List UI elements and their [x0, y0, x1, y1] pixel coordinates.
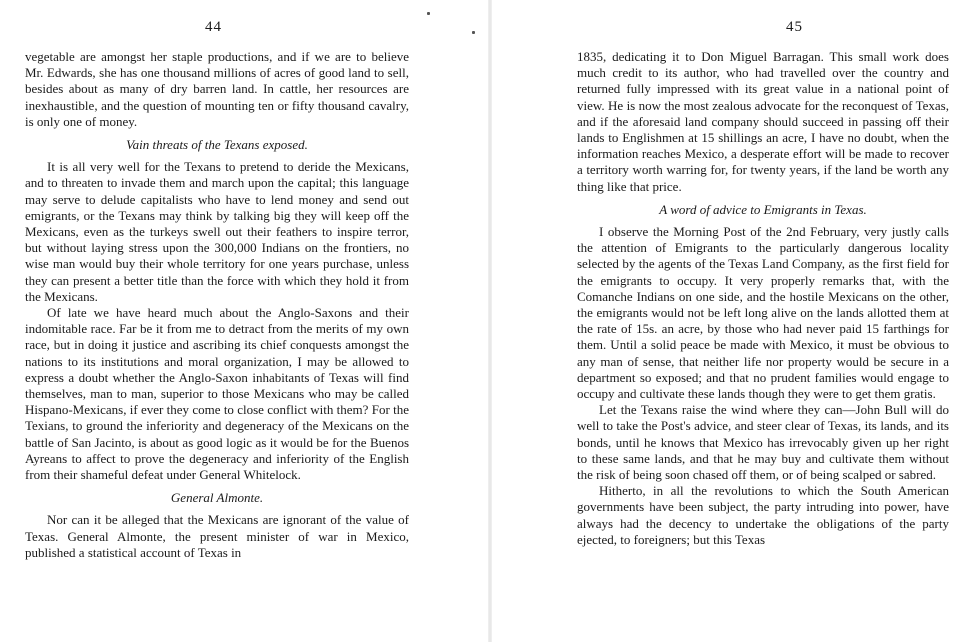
paragraph: Of late we have heard much about the Anglo-Saxons and their indomitable race. Far be it from me to detract from the merits of my own race, but in doing it justice and ascribing its chief conquests amongst the nations to its institutions and moral organization, I may be allowed to express a doubt whether the Anglo-Saxon inhabitants of Texas will find themselves, man to man, superior to those Mexicans who may be called Hispano-Mexicans, if ever they come to close conflict with them? For the Texians, to ground the inferiority and degeneracy of the Mexicans on the battle of San Jacinto, is about as good logic as it would be for the Buenos Ayreans to affect to prove the degeneracy and inferiority of the English from their shameful defeat under General Whitelock. — [25, 305, 409, 483]
paragraph: Hitherto, in all the revolutions to which the South American governments have been subject, the party intruding into power, have always had the decency to undertake the obligations of the party ejected, to foreigners; but this Texas — [577, 483, 949, 547]
paragraph: It is all very well for the Texans to pretend to deride the Mexicans, and to threaten to invade them and march upon the capital; this language may serve to delude capitalists who have to lend money and send out emigrants, or the Texans may think by talking big they will keep off the Mexicans, even as the turkeys swell out their feathers to inspire terror, but without laying stress upon the 300,000 Indians on the frontiers, no wise man would buy their whole territory for one years purchase, unless they can present a better title than the force with which they hold it from the Mexicans. — [25, 159, 409, 304]
section-heading: General Almonte. — [170, 490, 264, 506]
page-text — [577, 49, 949, 548]
right-page — [492, 0, 980, 642]
scan-speck — [427, 12, 430, 15]
paragraph: 1835, dedicating it to Don Miguel Barragan. This small work does much credit to its author, who had travelled over the country and returned fully impressed with its great value in a national point of view. He is now the most zealous advocate for the reconquest of Texas, and if the aforesaid land company should succeed in passing off their lands to Englishmen at 15 shillings an acre, I have no doubt, when the information reaches Mexico, a desperate effort will be made to recover a territory worth warring for, for twenty years, if the land be worth any thing like that price. — [577, 49, 949, 194]
section-heading: Vain threats of the Texans exposed. — [126, 137, 308, 153]
paragraph: Let the Texans raise the wind where they can—John Bull will do well to take the Post's advice, and steer clear of Texas, its lands, and its bonds, until he knows that Mexico has irrevocably given up her right to these same lands, and that he may buy and cultivate them without the risk of being soon chased off them, or of being scalped or sabred. — [577, 402, 949, 483]
left-page — [0, 0, 488, 642]
paragraph: I observe the Morning Post of the 2nd February, very justly calls the attention of Emigrants to the particularly dangerous locality selected by the agents of the Texas Land Company, as the first field for the emigrants to occupy. It very properly remarks that, with the Comanche Indians on one side, and the hostile Mexicans on the other, the emigrants would not be left long alive on the lands allotted them at the rate of 15s. an acre, by those who had never paid 15 farthings for them. Until a solid peace be made with Mexico, it must be obvious to any man of sense, that neither life nor property would be secure in a department so exposed; and that no prudent families would engage to occupy and cultivate these lands though they were to get them gratis. — [577, 224, 949, 402]
section-heading: A word of advice to Emigrants in Texas. — [659, 201, 867, 217]
paragraph: vegetable are amongst her staple productions, and if we are to believe Mr. Edwards, she has one thousand millions of acres of good land to sell, besides about as many of dry barren land. In cattle, her resources are inexhaustible, and the question of mounting ten or fifty thousand cavalry, is only one of money. — [25, 49, 409, 129]
page-number: 45 — [786, 19, 803, 35]
scan-speck — [472, 31, 475, 34]
paragraph: Nor can it be alleged that the Mexicans are ignorant of the value of Texas. General Almonte, the present minister of war in Mexico, published a statistical account of Texas in — [25, 512, 409, 560]
page-number: 44 — [205, 19, 222, 35]
page-text — [25, 49, 409, 561]
